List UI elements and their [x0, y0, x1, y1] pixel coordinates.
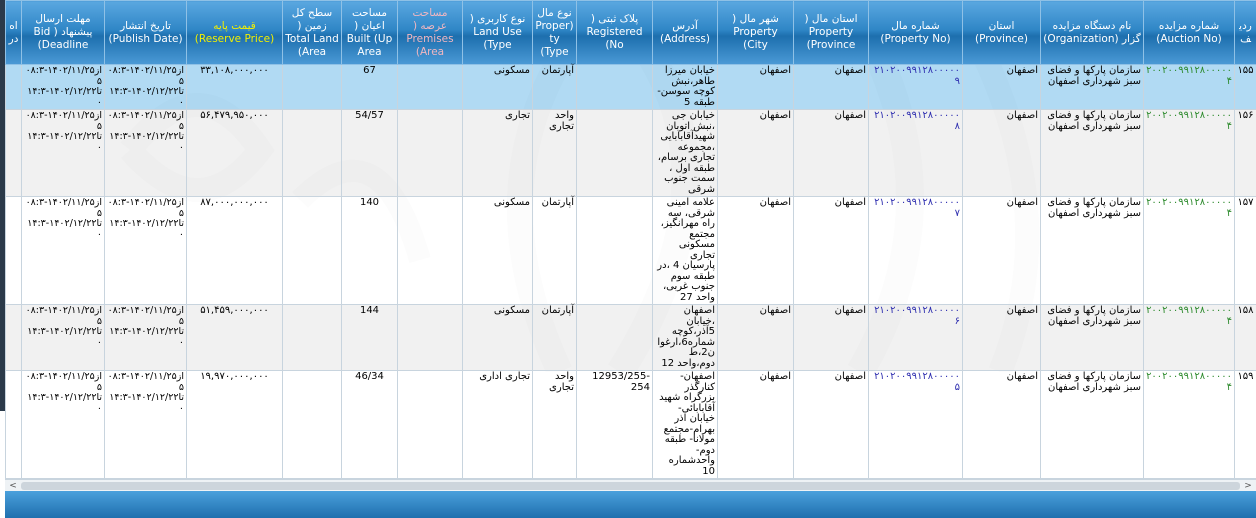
- bid-deadline-cell: از۱۴۰۲/۱۱/۲۵-۰۸:۳۵ تا۱۴۰۲/۱۲/۲۲-۱۴:۳۰: [22, 197, 105, 305]
- land-use-cell: مسکونی: [463, 197, 533, 305]
- auction-number-cell: ۲۰۰۲۰۰۹۹۱۲۸۰۰۰۰۰۴: [1144, 65, 1235, 110]
- scroll-left-arrow-icon[interactable]: <: [7, 480, 19, 492]
- land-use-cell: تجاری اداری: [463, 371, 533, 479]
- property-province-cell: اصفهان: [794, 197, 869, 305]
- header-built-up-area[interactable]: مساحت اعیان ( Built (Up Area: [342, 1, 398, 65]
- reserve-price-cell: ۵۶,۴۷۹,۹۵۰,۰۰۰: [187, 110, 283, 197]
- scrollbar-thumb[interactable]: [21, 482, 1240, 490]
- reserve-price-cell: ۳۳,۱۰۸,۰۰۰,۰۰۰: [187, 65, 283, 110]
- property-number-cell: ۲۱۰۲۰۰۹۹۱۲۸۰۰۰۰۰۶: [869, 305, 963, 371]
- extra-cell-cell: [6, 371, 22, 479]
- premises-area-cell: [398, 110, 463, 197]
- property-city-cell: اصفهان: [718, 371, 794, 479]
- organization-cell: سازمان پارکها و فضای سبز شهرداری اصفهان: [1041, 305, 1144, 371]
- row-number-cell: ۱۵۶: [1235, 110, 1256, 197]
- window-frame: [0, 0, 5, 411]
- address-cell: اصفهان ،خیابان 5آذر،کوچه شماره6،ارغوان2،ط دوم،واحد 12: [653, 305, 718, 371]
- auction-number-cell: ۲۰۰۲۰۰۹۹۱۲۸۰۰۰۰۰۴: [1144, 371, 1235, 479]
- province-cell: اصفهان: [963, 305, 1041, 371]
- table-row[interactable]: [6, 110, 1256, 197]
- bid-deadline-cell: از۱۴۰۲/۱۱/۲۵-۰۸:۳۵ تا۱۴۰۲/۱۲/۲۲-۱۴:۳۰: [22, 305, 105, 371]
- publish-date-cell: از۱۴۰۲/۱۱/۲۵-۰۸:۳۵ تا۱۴۰۲/۱۲/۲۲-۱۴:۳۰: [105, 197, 187, 305]
- property-type-cell: واحد تجاری: [533, 371, 577, 479]
- row-number-cell: ۱۵۸: [1235, 305, 1256, 371]
- property-type-cell: آپارتمان: [533, 65, 577, 110]
- extra-cell-cell: [6, 197, 22, 305]
- table-row[interactable]: [6, 197, 1256, 305]
- property-number-cell: ۲۱۰۲۰۰۹۹۱۲۸۰۰۰۰۰۹: [869, 65, 963, 110]
- header-province[interactable]: استان (Province): [963, 1, 1041, 65]
- bottom-bar: [5, 491, 1256, 518]
- property-type-cell: آپارتمان: [533, 305, 577, 371]
- total-land-area-cell: [283, 197, 342, 305]
- total-land-area-cell: [283, 305, 342, 371]
- address-cell: خیابان جی ،نبش اتوبان شهیدآقابابایی ،مجموعه تجاری برسام، طبقه اول ، سمت جنوب شرقی: [653, 110, 718, 197]
- organization-cell: سازمان پارکها و فضای سبز شهرداری اصفهان: [1041, 371, 1144, 479]
- built-up-area-cell: 144: [342, 305, 398, 371]
- property-number-cell: ۲۱۰۲۰۰۹۹۱۲۸۰۰۰۰۰۸: [869, 110, 963, 197]
- header-premises-area[interactable]: مساحت عرصه ( Premises (Area: [398, 1, 463, 65]
- province-cell: اصفهان: [963, 371, 1041, 479]
- publish-date-cell: از۱۴۰۲/۱۱/۲۵-۰۸:۳۵ تا۱۴۰۲/۱۲/۲۲-۱۴:۳۰: [105, 371, 187, 479]
- reserve-price-cell: ۵۱,۴۵۹,۰۰۰,۰۰۰: [187, 305, 283, 371]
- total-land-area-cell: [283, 65, 342, 110]
- header-publish-date[interactable]: تاریخ انتشار (Publish Date): [105, 1, 187, 65]
- header-property-province[interactable]: استان مال ( Property (Province: [794, 1, 869, 65]
- premises-area-cell: [398, 197, 463, 305]
- bid-deadline-cell: از۱۴۰۲/۱۱/۲۵-۰۸:۳۵ تا۱۴۰۲/۱۲/۲۲-۱۴:۳۰: [22, 65, 105, 110]
- property-type-cell: واحد تجاری: [533, 110, 577, 197]
- auction-table: [5, 0, 1256, 479]
- property-city-cell: اصفهان: [718, 305, 794, 371]
- header-auction-no[interactable]: شماره مزایده (Auction No): [1144, 1, 1235, 65]
- header-property-type[interactable]: نوع مال (Property (Type: [533, 1, 577, 65]
- table-header-row: [6, 1, 1256, 65]
- land-use-cell: تجاری: [463, 110, 533, 197]
- row-number-cell: ۱۵۷: [1235, 197, 1256, 305]
- province-cell: اصفهان: [963, 197, 1041, 305]
- header-organization[interactable]: نام دستگاه مزایده گزار (Organization): [1041, 1, 1144, 65]
- land-use-cell: مسکونی: [463, 65, 533, 110]
- property-city-cell: اصفهان: [718, 197, 794, 305]
- reserve-price-cell: ۱۹,۹۷۰,۰۰۰,۰۰۰: [187, 371, 283, 479]
- property-city-cell: اصفهان: [718, 65, 794, 110]
- registered-number-cell: [577, 65, 653, 110]
- total-land-area-cell: [283, 110, 342, 197]
- property-type-cell: آپارتمان: [533, 197, 577, 305]
- header-bid-deadline[interactable]: مهلت ارسال پیشنهاد ( Bid (Deadline: [22, 1, 105, 65]
- registered-number-cell: [577, 305, 653, 371]
- registered-number-cell: 12953/255-254: [577, 371, 653, 479]
- built-up-area-cell: 46/34: [342, 371, 398, 479]
- property-province-cell: اصفهان: [794, 371, 869, 479]
- premises-area-cell: [398, 305, 463, 371]
- premises-area-cell: [398, 65, 463, 110]
- scroll-right-arrow-icon[interactable]: >: [1242, 480, 1254, 492]
- property-number-cell: ۲۱۰۲۰۰۹۹۱۲۸۰۰۰۰۰۵: [869, 371, 963, 479]
- auction-number-cell: ۲۰۰۲۰۰۹۹۱۲۸۰۰۰۰۰۴: [1144, 110, 1235, 197]
- address-cell: خیابان میرزا طاهر،نبش کوچه سوسن-طبقه 5: [653, 65, 718, 110]
- province-cell: اصفهان: [963, 110, 1041, 197]
- bid-deadline-cell: از۱۴۰۲/۱۱/۲۵-۰۸:۳۵ تا۱۴۰۲/۱۲/۲۲-۱۴:۳۰: [22, 371, 105, 479]
- property-province-cell: اصفهان: [794, 110, 869, 197]
- extra-cell-cell: [6, 65, 22, 110]
- built-up-area-cell: 67: [342, 65, 398, 110]
- land-use-cell: مسکونی: [463, 305, 533, 371]
- header-registered-no[interactable]: پلاک ثبتی ( Registered (No: [577, 1, 653, 65]
- row-number-cell: ۱۵۵: [1235, 65, 1256, 110]
- built-up-area-cell: 54/57: [342, 110, 398, 197]
- publish-date-cell: از۱۴۰۲/۱۱/۲۵-۰۸:۳۵ تا۱۴۰۲/۱۲/۲۲-۱۴:۳۰: [105, 65, 187, 110]
- built-up-area-cell: 140: [342, 197, 398, 305]
- table-row[interactable]: [6, 65, 1256, 110]
- property-province-cell: اصفهان: [794, 305, 869, 371]
- publish-date-cell: از۱۴۰۲/۱۱/۲۵-۰۸:۳۵ تا۱۴۰۲/۱۲/۲۲-۱۴:۳۰: [105, 305, 187, 371]
- registered-number-cell: [577, 110, 653, 197]
- auction-number-cell: ۲۰۰۲۰۰۹۹۱۲۸۰۰۰۰۰۴: [1144, 305, 1235, 371]
- header-property-city[interactable]: شهر مال ( Property (City: [718, 1, 794, 65]
- registered-number-cell: [577, 197, 653, 305]
- bid-deadline-cell: از۱۴۰۲/۱۱/۲۵-۰۸:۳۵ تا۱۴۰۲/۱۲/۲۲-۱۴:۳۰: [22, 110, 105, 197]
- publish-date-cell: از۱۴۰۲/۱۱/۲۵-۰۸:۳۵ تا۱۴۰۲/۱۲/۲۲-۱۴:۳۰: [105, 110, 187, 197]
- extra-cell-cell: [6, 305, 22, 371]
- property-number-cell: ۲۱۰۲۰۰۹۹۱۲۸۰۰۰۰۰۷: [869, 197, 963, 305]
- address-cell: علامه امینی شرقی، سه راه مهرانگیز، مجتمع مسکونی تجاری پارسیان 4 ،در طبقه سوم جنوب غربی، واحد 27: [653, 197, 718, 305]
- total-land-area-cell: [283, 371, 342, 479]
- header-land-use[interactable]: نوع کاربری ( Land Use (Type: [463, 1, 533, 65]
- province-cell: اصفهان: [963, 65, 1041, 110]
- header-property-no[interactable]: شماره مال (Property No): [869, 1, 963, 65]
- table-row[interactable]: [6, 305, 1256, 371]
- row-number-cell: ۱۵۹: [1235, 371, 1256, 479]
- extra-cell-cell: [6, 110, 22, 197]
- header-total-land-area[interactable]: سطح کل زمین ( Total Land (Area: [283, 1, 342, 65]
- premises-area-cell: [398, 371, 463, 479]
- auction-number-cell: ۲۰۰۲۰۰۹۹۱۲۸۰۰۰۰۰۴: [1144, 197, 1235, 305]
- organization-cell: سازمان پارکها و فضای سبز شهرداری اصفهان: [1041, 110, 1144, 197]
- organization-cell: سازمان پارکها و فضای سبز شهرداری اصفهان: [1041, 65, 1144, 110]
- reserve-price-cell: ۸۷,۰۰۰,۰۰۰,۰۰۰: [187, 197, 283, 305]
- header-row-number[interactable]: ردیف: [1235, 1, 1256, 65]
- table-row[interactable]: [6, 371, 1256, 479]
- property-city-cell: اصفهان: [718, 110, 794, 197]
- property-province-cell: اصفهان: [794, 65, 869, 110]
- address-cell: اصفهان-کنارگذر بزرگراه شهید آقابابائی- خیابان آذر بهرام-مجتمع مولانا- طبقه دوم- واحدشماره 10: [653, 371, 718, 479]
- organization-cell: سازمان پارکها و فضای سبز شهرداری اصفهان: [1041, 197, 1144, 305]
- header-address[interactable]: آدرس (Address): [653, 1, 718, 65]
- header-extra[interactable]: اه در: [6, 1, 22, 65]
- header-reserve-price[interactable]: قیمت پایه (Reserve Price): [187, 1, 283, 65]
